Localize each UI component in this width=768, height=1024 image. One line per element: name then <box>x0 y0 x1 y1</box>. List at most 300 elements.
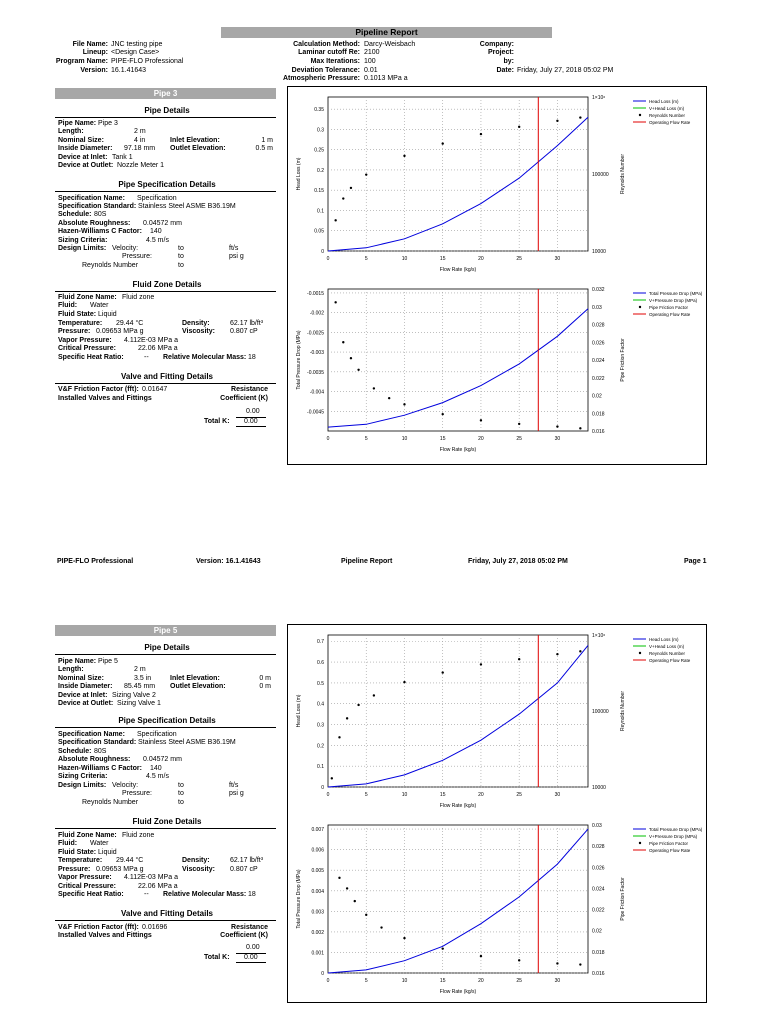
legend-label: Operating Flow Rate <box>649 311 691 317</box>
y2-tick-label: 0.032 <box>592 287 605 293</box>
sizing-label: Sizing Criteria: <box>58 773 108 780</box>
data-point <box>373 387 375 389</box>
fluid-label: Fluid: <box>58 840 78 847</box>
y-tick-label: 0.7 <box>317 639 324 646</box>
abs-rough-value: 0.04572 mm <box>143 220 182 227</box>
legend-marker <box>639 652 641 654</box>
data-point <box>338 736 340 738</box>
y-tick-label: 0 <box>321 249 324 255</box>
data-point <box>480 133 482 135</box>
data-point <box>403 937 405 939</box>
rel-mol-mass-label: Relative Molecular Mass: <box>163 891 247 898</box>
calc-method-value: Darcy-Weisbach <box>364 41 416 48</box>
inlet-elev-value: 0 m <box>259 675 271 682</box>
hw-label: Hazen-Williams C Factor: <box>58 228 142 235</box>
to-label: to <box>178 782 184 789</box>
head-loss-chart <box>288 625 706 815</box>
spec-details-heading: Pipe Specification Details <box>118 180 216 189</box>
y2-axis-label: Reynolds Number <box>620 690 626 732</box>
schedule-value: 80S <box>94 211 107 218</box>
inlet-elev-value: 1 m <box>261 137 273 144</box>
data-point <box>518 126 520 128</box>
specific-heat-label: Specific Heat Ratio: <box>58 354 124 361</box>
x-tick-label: 25 <box>516 978 522 984</box>
to-label: to <box>178 799 184 806</box>
chart-panel <box>287 86 707 465</box>
data-point <box>403 681 405 683</box>
design-limits-label: Design Limits: <box>58 782 107 789</box>
sizing-value: 4.5 m/s <box>146 237 169 244</box>
company-label: Company: <box>479 41 514 48</box>
y-tick-label: 0.4 <box>317 701 324 708</box>
date-label: Date: <box>496 67 514 74</box>
file-name-label: File Name: <box>72 41 108 48</box>
device-inlet-label: Device at Inlet: <box>58 154 108 161</box>
y2-axis-label: Reynolds Number <box>620 153 626 195</box>
abs-rough-label: Absolute Roughness: <box>58 756 131 763</box>
footer-version: Version: 16.1.41643 <box>196 558 261 565</box>
hw-value: 140 <box>150 228 162 235</box>
fluid-zone-label: Fluid Zone Name: <box>58 832 117 839</box>
viscosity-label: Viscosity: <box>182 866 215 873</box>
x-axis-label: Flow Rate (kg/s) <box>439 447 477 453</box>
chart-panel <box>287 624 707 1003</box>
atm-pressure-label: Atmospheric Pressure: <box>282 75 360 82</box>
x-tick-label: 0 <box>326 978 330 984</box>
total-k-label: Total K: <box>204 954 230 961</box>
length-value: 2 m <box>134 128 146 135</box>
specific-heat-value: -- <box>144 891 149 898</box>
y2-tick-label: 0.028 <box>592 322 605 329</box>
lineup-value: <Design Case> <box>111 49 160 56</box>
plot-frame <box>328 635 588 787</box>
fluid-pressure-value: 0.09653 MPa g <box>96 866 144 873</box>
data-point <box>442 413 444 415</box>
y-tick-label: 0.5 <box>317 680 324 687</box>
y2-tick-label: 0.02 <box>592 928 602 935</box>
spec-std-label: Specification Standard: <box>58 203 137 210</box>
x-tick-label: 0 <box>326 436 330 442</box>
spec-name-value: Specification <box>137 731 177 738</box>
y-tick-label: -0.0015 <box>307 290 324 297</box>
vapor-pressure-value: 4.112E-03 MPa a <box>124 337 178 344</box>
legend-label: Reynolds Number <box>649 112 686 118</box>
velocity-unit: ft/s <box>229 245 239 252</box>
y-tick-label: 0.6 <box>317 660 324 667</box>
divider <box>55 191 276 192</box>
program-name-label: Program Name: <box>55 58 108 65</box>
data-point <box>579 427 581 429</box>
critical-pressure-value: 22.06 MPa a <box>138 345 178 352</box>
schedule-label: Schedule: <box>58 211 92 218</box>
resistance-label: Resistance <box>231 386 268 393</box>
legend-label: Operating Flow Rate <box>649 847 691 853</box>
data-point <box>556 425 558 427</box>
data-point <box>354 900 356 902</box>
data-point <box>338 877 340 879</box>
spec-std-value: Stainless Steel ASME B36.19M <box>138 203 236 210</box>
y-tick-label: -0.0025 <box>307 330 324 337</box>
inside-diameter-label: Inside Diameter: <box>58 145 113 152</box>
legend-label: V+Head Loss (m) <box>649 105 685 111</box>
fluid-state-value: Liquid <box>98 311 117 318</box>
footer-date: Friday, July 27, 2018 05:02 PM <box>468 558 568 565</box>
y2-tick-label: 0.024 <box>592 358 605 364</box>
schedule-label: Schedule: <box>58 748 92 755</box>
pipe-name-label: Pipe Name: <box>58 120 97 127</box>
fluid-zone-label: Fluid Zone Name: <box>58 294 117 301</box>
installed-vf-label: Installed Valves and Fittings <box>58 932 152 939</box>
data-point <box>373 694 375 696</box>
legend-label: V+Pressure Drop (MPa) <box>649 833 698 839</box>
x-tick-label: 20 <box>478 792 484 798</box>
deviation-label: Deviation Tolerance: <box>291 67 360 74</box>
vf-friction-label: V&F Friction Factor (fft): <box>58 924 139 931</box>
x-tick-label: 10 <box>401 256 408 262</box>
project-label: Project: <box>487 49 514 56</box>
file-name-value: JNC testing pipe <box>111 41 163 48</box>
y2-tick-label: 10000 <box>592 249 606 255</box>
to-label: to <box>178 253 184 260</box>
viscosity-value: 0.807 cP <box>230 328 258 335</box>
total-k-label: Total K: <box>204 418 230 425</box>
y2-tick-label: 1×10⁶ <box>592 95 606 101</box>
data-point <box>357 704 359 706</box>
viscosity-label: Viscosity: <box>182 328 215 335</box>
y2-tick-label: 0.016 <box>592 429 605 435</box>
pipe-details-heading: Pipe Details <box>144 106 190 115</box>
x-tick-label: 30 <box>554 792 561 798</box>
x-tick-label: 15 <box>439 436 446 442</box>
data-point <box>388 397 390 399</box>
nominal-size-label: Nominal Size: <box>58 137 104 144</box>
x-tick-label: 0 <box>326 792 330 798</box>
fluid-details-heading: Fluid Zone Details <box>132 817 202 826</box>
pressure-drop-chart <box>288 815 706 1001</box>
resistance-label: Resistance <box>231 924 268 931</box>
series-line <box>328 309 588 427</box>
y-tick-label: 0.3 <box>317 127 324 134</box>
inside-diameter-value: 97.18 mm <box>124 145 156 152</box>
pressure-drop-chart <box>288 279 706 459</box>
deviation-value: 0.01 <box>364 67 378 74</box>
x-tick-label: 10 <box>401 978 408 984</box>
data-point <box>342 341 344 343</box>
density-label: Density: <box>182 857 210 864</box>
hw-label: Hazen-Williams C Factor: <box>58 765 142 772</box>
y-tick-label: 0 <box>321 785 324 791</box>
total-k-value: 0.00 <box>244 954 258 961</box>
legend-marker <box>639 114 641 116</box>
x-tick-label: 5 <box>364 792 368 798</box>
device-outlet-label: Device at Outlet: <box>58 162 114 169</box>
pressure-limit-label: Pressure: <box>122 790 152 797</box>
y-tick-label: 0.004 <box>311 888 324 895</box>
fluid-pressure-value: 0.09653 MPa g <box>96 328 144 335</box>
program-name-value: PIPE-FLO Professional <box>111 58 184 65</box>
y2-tick-label: 10000 <box>592 785 606 791</box>
footer-title: Pipeline Report <box>341 558 393 565</box>
divider <box>55 383 276 384</box>
y-tick-label: -0.004 <box>309 389 324 396</box>
pipe-header: Pipe 3 <box>55 88 276 99</box>
outlet-elev-value: 0.5 m <box>255 145 273 152</box>
critical-pressure-label: Critical Pressure: <box>58 883 116 890</box>
x-tick-label: 20 <box>478 256 484 262</box>
sizing-label: Sizing Criteria: <box>58 237 108 244</box>
y-axis-label: Total Pressure Drop (MPa) <box>296 330 302 390</box>
temperature-label: Temperature: <box>58 320 103 327</box>
device-inlet-value: Tank 1 <box>112 154 133 161</box>
data-point <box>350 357 352 359</box>
data-point <box>556 120 558 122</box>
y-tick-label: 0.15 <box>314 188 324 195</box>
vapor-pressure-label: Vapor Pressure: <box>58 874 112 881</box>
data-point <box>518 959 520 961</box>
abs-rough-value: 0.04572 mm <box>143 756 182 763</box>
y-tick-label: -0.0045 <box>307 409 324 416</box>
y-axis-label: Head Loss (m) <box>296 694 302 728</box>
series-line <box>328 645 588 787</box>
x-tick-label: 30 <box>554 978 561 984</box>
pipe-header: Pipe 5 <box>55 625 276 636</box>
nominal-size-label: Nominal Size: <box>58 675 104 682</box>
legend-label: V+Head Loss (m) <box>649 643 685 649</box>
legend-label: Total Pressure Drop (MPa) <box>649 290 703 296</box>
y2-tick-label: 0.028 <box>592 844 605 851</box>
device-outlet-value: Nozzle Meter 1 <box>117 162 165 169</box>
y2-axis-label: Pipe Friction Factor <box>620 877 626 921</box>
y2-tick-label: 0.022 <box>592 907 605 914</box>
y-tick-label: -0.0035 <box>307 369 324 376</box>
specific-heat-label: Specific Heat Ratio: <box>58 891 124 898</box>
fluid-zone-value: Fluid zone <box>122 832 155 839</box>
x-tick-label: 20 <box>478 978 484 984</box>
to-label: to <box>178 245 184 252</box>
schedule-value: 80S <box>94 748 107 755</box>
y-tick-label: -0.003 <box>309 350 324 357</box>
velocity-label: Velocity: <box>112 245 139 252</box>
inlet-elev-label: Inlet Elevation: <box>170 675 220 682</box>
x-axis-label: Flow Rate (kg/s) <box>439 803 477 809</box>
legend-label: Pipe Friction Factor <box>649 304 689 310</box>
y2-tick-label: 0.016 <box>592 971 605 977</box>
divider <box>55 828 276 829</box>
y2-tick-label: 0.018 <box>592 411 605 418</box>
y-tick-label: 0.002 <box>311 929 324 936</box>
valve-details-heading: Valve and Fitting Details <box>120 372 214 381</box>
pressure-unit: psi g <box>229 253 244 260</box>
coefficient-label: Coefficient (K) <box>220 932 268 939</box>
data-point <box>346 887 348 889</box>
laminar-value: 2100 <box>364 49 380 56</box>
hw-value: 140 <box>150 765 162 772</box>
x-axis-label: Flow Rate (kg/s) <box>439 989 477 995</box>
plot-frame <box>328 289 588 431</box>
density-value: 62.17 lb/ft³ <box>230 857 264 864</box>
lineup-label: Lineup: <box>82 49 108 56</box>
x-tick-label: 0 <box>326 256 330 262</box>
length-label: Length: <box>58 666 84 673</box>
density-value: 62.17 lb/ft³ <box>230 320 264 327</box>
vf-friction-value: 0.01647 <box>142 386 168 393</box>
x-tick-label: 25 <box>516 792 522 798</box>
spec-name-value: Specification <box>137 195 177 202</box>
length-label: Length: <box>58 128 84 135</box>
abs-rough-label: Absolute Roughness: <box>58 220 131 227</box>
velocity-label: Velocity: <box>112 782 139 789</box>
y-axis-label: Total Pressure Drop (MPa) <box>296 869 302 929</box>
data-point <box>556 653 558 655</box>
fluid-details-heading: Fluid Zone Details <box>132 280 202 289</box>
fluid-value: Water <box>90 840 109 847</box>
vf-friction-label: V&F Friction Factor (fft): <box>58 386 139 393</box>
vf-friction-value: 0.01696 <box>142 924 168 931</box>
x-tick-label: 25 <box>516 436 522 442</box>
divider <box>55 291 276 292</box>
device-inlet-label: Device at Inlet: <box>58 692 108 699</box>
divider <box>55 654 276 655</box>
y2-axis-label: Pipe Friction Factor <box>620 338 626 382</box>
data-point <box>357 369 359 371</box>
y2-tick-label: 0.02 <box>592 393 602 400</box>
legend-label: Total Pressure Drop (MPa) <box>649 826 703 832</box>
divider <box>236 962 266 963</box>
data-point <box>365 173 367 175</box>
temperature-value: 29.44 °C <box>116 857 144 864</box>
spec-name-label: Specification Name: <box>58 195 125 202</box>
calc-method-label: Calculation Method: <box>293 41 360 48</box>
outlet-elev-value: 0 m <box>259 683 271 690</box>
y2-tick-label: 0.022 <box>592 375 605 382</box>
pipe-name-value: Pipe 3 <box>98 120 118 127</box>
density-label: Density: <box>182 320 210 327</box>
y-axis-label: Head Loss (m) <box>296 157 302 191</box>
y-tick-label: 0 <box>321 971 324 977</box>
installed-vf-label: Installed Valves and Fittings <box>58 395 152 402</box>
design-limits-label: Design Limits: <box>58 245 107 252</box>
pipe-name-value: Pipe 5 <box>98 658 118 665</box>
legend-label: Head Loss (m) <box>649 98 679 104</box>
data-point <box>331 777 333 779</box>
y-tick-label: 0.25 <box>314 147 324 154</box>
date-value: Friday, July 27, 2018 05:02 PM <box>517 67 614 74</box>
y-tick-label: 0.1 <box>317 208 324 215</box>
by-label: by: <box>503 58 514 65</box>
fluid-state-label: Fluid State: <box>58 849 97 856</box>
data-point <box>350 187 352 189</box>
x-tick-label: 5 <box>364 978 368 984</box>
x-tick-label: 15 <box>439 978 446 984</box>
vapor-pressure-value: 4.112E-03 MPa a <box>124 874 178 881</box>
data-point <box>480 955 482 957</box>
x-tick-label: 5 <box>364 256 368 262</box>
x-axis-label: Flow Rate (kg/s) <box>439 267 477 273</box>
device-outlet-label: Device at Outlet: <box>58 700 114 707</box>
fluid-value: Water <box>90 302 109 309</box>
data-point <box>518 423 520 425</box>
k-value: 0.00 <box>246 944 260 951</box>
rel-mol-mass-value: 18 <box>248 354 256 361</box>
x-tick-label: 15 <box>439 792 446 798</box>
inlet-elev-label: Inlet Elevation: <box>170 137 220 144</box>
y2-tick-label: 0.03 <box>592 304 602 311</box>
pipe-details-heading: Pipe Details <box>144 643 190 652</box>
x-tick-label: 20 <box>478 436 484 442</box>
y2-tick-label: 100000 <box>592 709 609 715</box>
data-point <box>579 650 581 652</box>
divider <box>236 426 266 427</box>
reynolds-limit-label: Reynolds Number <box>82 799 139 806</box>
legend-label: Operating Flow Rate <box>649 657 691 663</box>
data-point <box>579 116 581 118</box>
data-point <box>518 658 520 660</box>
footer-page: Page 1 <box>684 558 707 565</box>
x-tick-label: 30 <box>554 436 561 442</box>
fluid-state-label: Fluid State: <box>58 311 97 318</box>
spec-name-label: Specification Name: <box>58 731 125 738</box>
divider <box>55 117 276 118</box>
fluid-state-value: Liquid <box>98 849 117 856</box>
x-tick-label: 5 <box>364 436 368 442</box>
series-line <box>328 829 588 973</box>
coefficient-label: Coefficient (K) <box>220 395 268 402</box>
fluid-zone-value: Fluid zone <box>122 294 155 301</box>
legend-marker <box>639 306 641 308</box>
max-iter-value: 100 <box>364 58 376 65</box>
legend-label: Pipe Friction Factor <box>649 840 689 846</box>
y-tick-label: 0.2 <box>317 167 324 174</box>
y2-tick-label: 100000 <box>592 172 609 178</box>
footer-program: PIPE-FLO Professional <box>57 558 134 565</box>
x-tick-label: 15 <box>439 256 446 262</box>
y2-tick-label: 0.03 <box>592 823 602 829</box>
divider <box>55 920 276 921</box>
sizing-value: 4.5 m/s <box>146 773 169 780</box>
rel-mol-mass-label: Relative Molecular Mass: <box>163 354 247 361</box>
vapor-pressure-label: Vapor Pressure: <box>58 337 112 344</box>
y2-tick-label: 0.024 <box>592 886 605 893</box>
head-loss-chart <box>288 87 706 279</box>
device-outlet-value: Sizing Valve 1 <box>117 700 161 707</box>
data-point <box>334 219 336 221</box>
x-tick-label: 10 <box>401 436 408 442</box>
rel-mol-mass-value: 18 <box>248 891 256 898</box>
y2-tick-label: 0.026 <box>592 865 605 872</box>
data-point <box>334 301 336 303</box>
y-tick-label: 0.2 <box>317 743 324 750</box>
temperature-label: Temperature: <box>58 857 103 864</box>
data-point <box>365 914 367 916</box>
length-value: 2 m <box>134 666 146 673</box>
outlet-elev-label: Outlet Elevation: <box>170 145 226 152</box>
y-tick-label: 0.35 <box>314 107 324 114</box>
data-point <box>346 717 348 719</box>
data-point <box>442 947 444 949</box>
x-tick-label: 25 <box>516 256 522 262</box>
critical-pressure-label: Critical Pressure: <box>58 345 116 352</box>
legend-label: V+Pressure Drop (MPa) <box>649 297 698 303</box>
pressure-unit: psi g <box>229 790 244 797</box>
y-tick-label: 0.3 <box>317 722 324 729</box>
y2-tick-label: 1×10⁶ <box>592 633 606 639</box>
data-point <box>480 663 482 665</box>
k-value: 0.00 <box>246 408 260 415</box>
data-point <box>579 963 581 965</box>
spec-details-heading: Pipe Specification Details <box>118 716 216 725</box>
nominal-size-value: 4 in <box>134 137 146 144</box>
version-label: Version: <box>80 67 108 74</box>
